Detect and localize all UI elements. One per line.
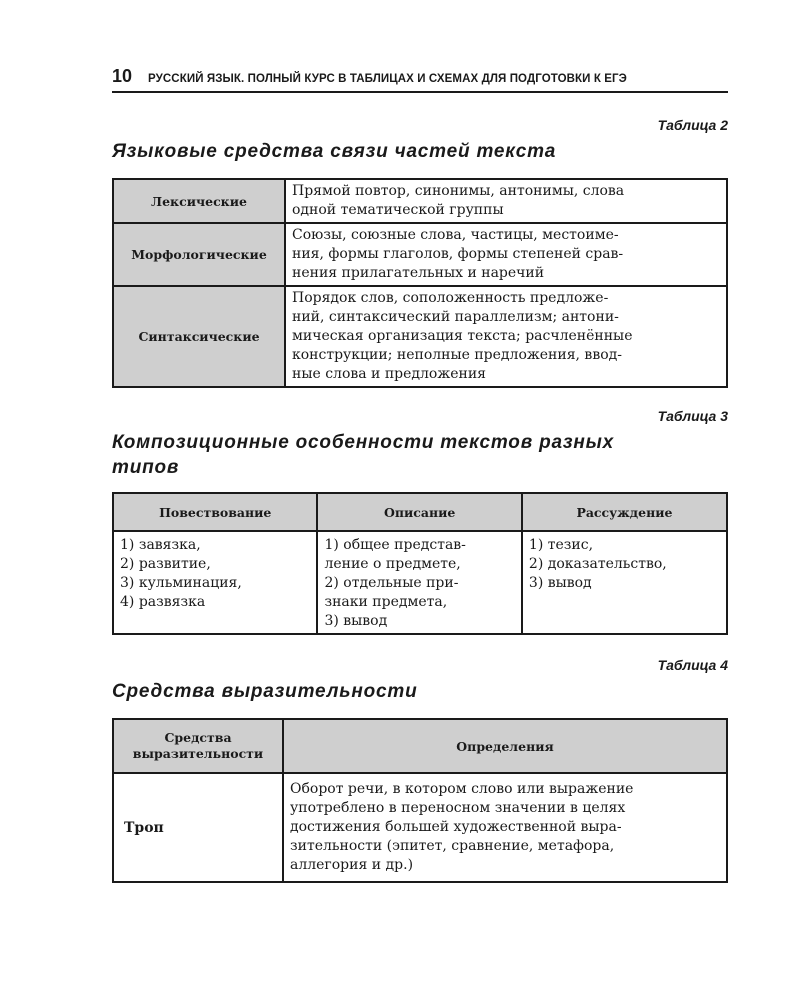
column-cell — [113, 531, 317, 634]
table-header-row — [113, 493, 727, 531]
text-line: ния, формы глаголов, формы степеней срав- — [292, 246, 624, 262]
row-text — [285, 286, 727, 387]
table4-title: Средства выразительности — [112, 681, 418, 702]
list-item: 1) завязка, — [120, 537, 201, 553]
text-line: зительности (эпитет, сравнение, метафора, — [290, 838, 615, 854]
list-item: ление о предмете, — [324, 556, 461, 572]
list-item: 2) развитие, — [120, 556, 211, 572]
list-item: 2) доказательство, — [528, 556, 667, 572]
column-cell — [317, 531, 521, 634]
table4 — [112, 718, 728, 883]
column-header: Повествование — [113, 493, 317, 531]
table-row — [113, 179, 727, 223]
title-line: типов — [112, 457, 180, 478]
list-item: 1) общее представ- — [324, 537, 466, 553]
row-text — [285, 223, 727, 286]
definition-cell — [283, 773, 727, 882]
table-row — [113, 223, 727, 286]
list-item: 3) вывод — [528, 575, 592, 591]
term-cell: Троп — [113, 773, 283, 882]
table4-label: Таблица 4 — [657, 657, 728, 673]
list-item: 1) тезис, — [528, 537, 594, 553]
text-line: нения прилагательных и наречий — [292, 265, 545, 281]
table2 — [112, 178, 728, 388]
column-header — [113, 719, 283, 773]
text-line: Порядок слов, соположенность предложе- — [292, 290, 609, 306]
table3-label: Таблица 3 — [657, 408, 728, 424]
row-head: Лексические — [113, 179, 285, 223]
text-line: достижения большей художественной выра- — [290, 819, 622, 835]
column-header: Определения — [283, 719, 727, 773]
table-row — [113, 531, 727, 634]
text-line: ний, синтаксический параллелизм; антони- — [292, 309, 619, 325]
header-line: выразительности — [132, 746, 264, 761]
column-header: Описание — [317, 493, 521, 531]
text-line: Союзы, союзные слова, частицы, местоиме- — [292, 227, 619, 243]
list-item: 4) развязка — [120, 594, 206, 610]
column-header: Рассуждение — [522, 493, 727, 531]
title-line: Композиционные особенности текстов разных — [112, 432, 615, 453]
text-line: Оборот речи, в котором слово или выражение — [290, 781, 634, 797]
running-header — [112, 66, 728, 93]
row-head: Морфологические — [113, 223, 285, 286]
list-item: 3) вывод — [324, 613, 388, 629]
row-head: Синтаксические — [113, 286, 285, 387]
table-header-row — [113, 719, 727, 773]
text-line: ные слова и предложения — [292, 366, 487, 382]
column-cell — [522, 531, 727, 634]
list-item: знаки предмета, — [324, 594, 448, 610]
header-line: Средства — [164, 730, 232, 745]
text-line: Прямой повтор, синонимы, антонимы, слова — [292, 183, 625, 199]
text-line: одной тематической группы — [292, 202, 504, 218]
table-row — [113, 286, 727, 387]
text-line: употреблено в переносном значении в целях — [290, 800, 626, 816]
text-line: конструкции; неполные предложения, ввод- — [292, 347, 622, 363]
table2-label: Таблица 2 — [657, 117, 728, 133]
page — [112, 66, 728, 883]
running-title: РУССКИЙ ЯЗЫК. ПОЛНЫЙ КУРС В ТАБЛИЦАХ И СХЕМАХ ДЛЯ ПОДГОТОВКИ К ЕГЭ — [148, 73, 627, 85]
row-text — [285, 179, 727, 223]
list-item: 2) отдельные при- — [324, 575, 459, 591]
table3 — [112, 492, 728, 635]
table3-title — [112, 430, 728, 480]
page-number: 10 — [112, 66, 133, 86]
text-line: мическая организация текста; расчленённые — [292, 328, 633, 344]
text-line: аллегория и др.) — [290, 857, 414, 873]
list-item: 3) кульминация, — [120, 575, 242, 591]
table-row — [113, 773, 727, 882]
table2-title: Языковые средства связи частей текста — [112, 141, 557, 162]
